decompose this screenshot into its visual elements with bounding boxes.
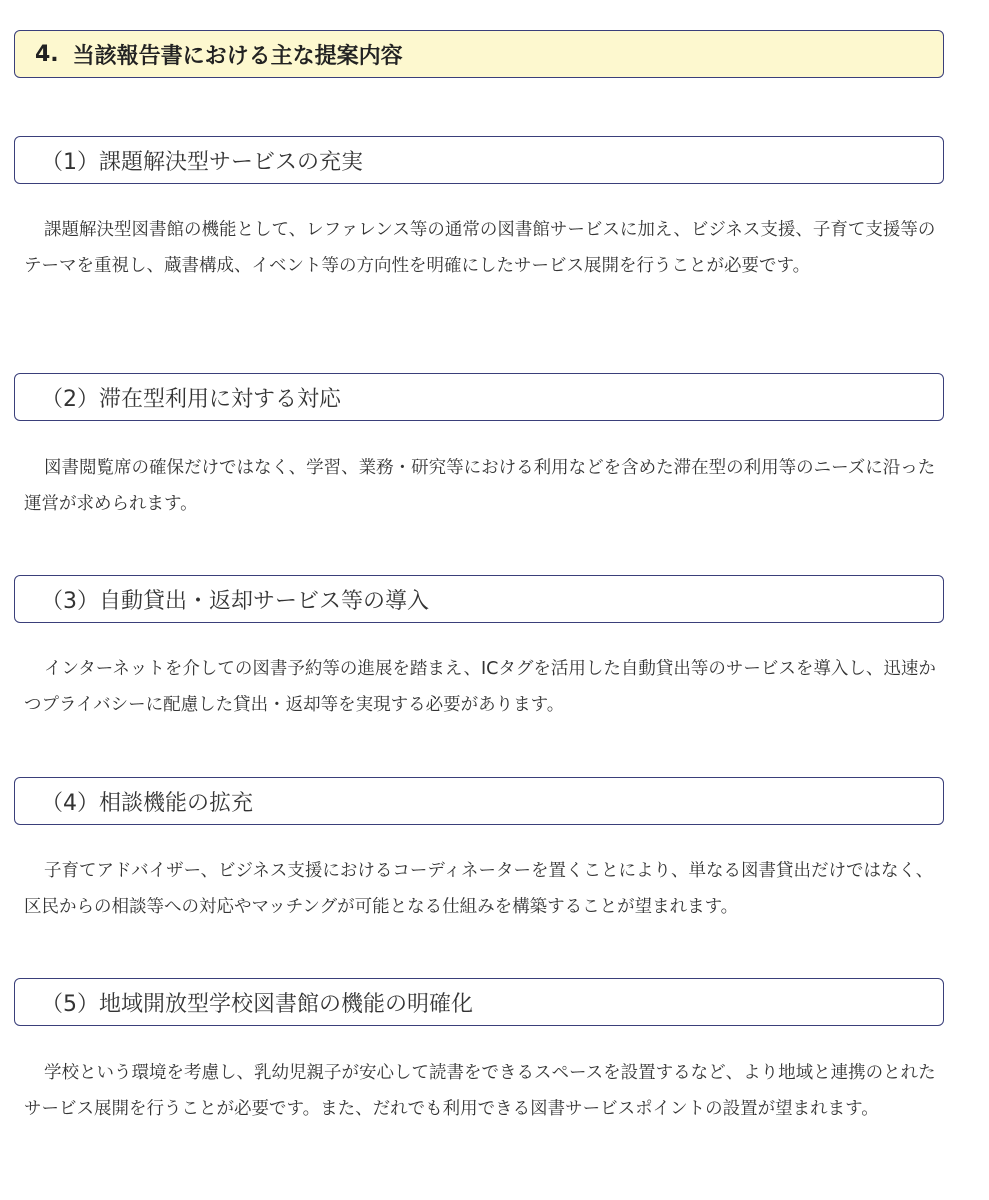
section-paragraph-4 xyxy=(24,853,944,925)
section-paragraph-5-text: 学校という環境を考慮し、乳幼児親子が安心して読書をできるスペースを設置するなど、より地域と連携のとれたサービス展開を行うことが必要です。また、だれでも利用できる図書サービスポイントの設置が望まれます。 xyxy=(24,1063,936,1119)
section-paragraph-3-text: インターネットを介しての図書予約等の進展を踏まえ、ICタグを活用した自動貸出等のサービスを導入し、迅速かつプライバシーに配慮した貸出・返却等を実現する必要があります。 xyxy=(24,659,936,715)
section-paragraph-1 xyxy=(24,212,944,284)
section-heading-5: （5）地域開放型学校図書館の機能の明確化 xyxy=(14,978,944,1026)
section-paragraph-2 xyxy=(24,450,944,522)
main-heading-number: 4. xyxy=(35,41,59,67)
main-heading-text: 当該報告書における主な提案内容 xyxy=(72,43,403,69)
main-heading xyxy=(14,30,944,78)
section-heading-4: （4）相談機能の拡充 xyxy=(14,777,944,825)
section-paragraph-2-text: 図書閲覧席の確保だけではなく、学習、業務・研究等における利用などを含めた滞在型の利用等のニーズに沿った運営が求められます。 xyxy=(24,458,936,514)
section-paragraph-3 xyxy=(24,651,944,723)
section-heading-1: （1）課題解決型サービスの充実 xyxy=(14,136,944,184)
section-heading-3: （3）自動貸出・返却サービス等の導入 xyxy=(14,575,944,623)
section-heading-2: （2）滞在型利用に対する対応 xyxy=(14,373,944,421)
section-paragraph-4-text: 子育てアドバイザー、ビジネス支援におけるコーディネーターを置くことにより、単なる図書貸出だけではなく、区民からの相談等への対応やマッチングが可能となる仕組みを構築することが望まれます。 xyxy=(24,861,934,917)
section-paragraph-1-text: 課題解決型図書館の機能として、レファレンス等の通常の図書館サービスに加え、ビジネス支援、子育て支援等のテーマを重視し、蔵書構成、イベント等の方向性を明確にしたサービス展開を行うことが必要です。 xyxy=(24,220,936,276)
section-paragraph-5 xyxy=(24,1055,944,1127)
